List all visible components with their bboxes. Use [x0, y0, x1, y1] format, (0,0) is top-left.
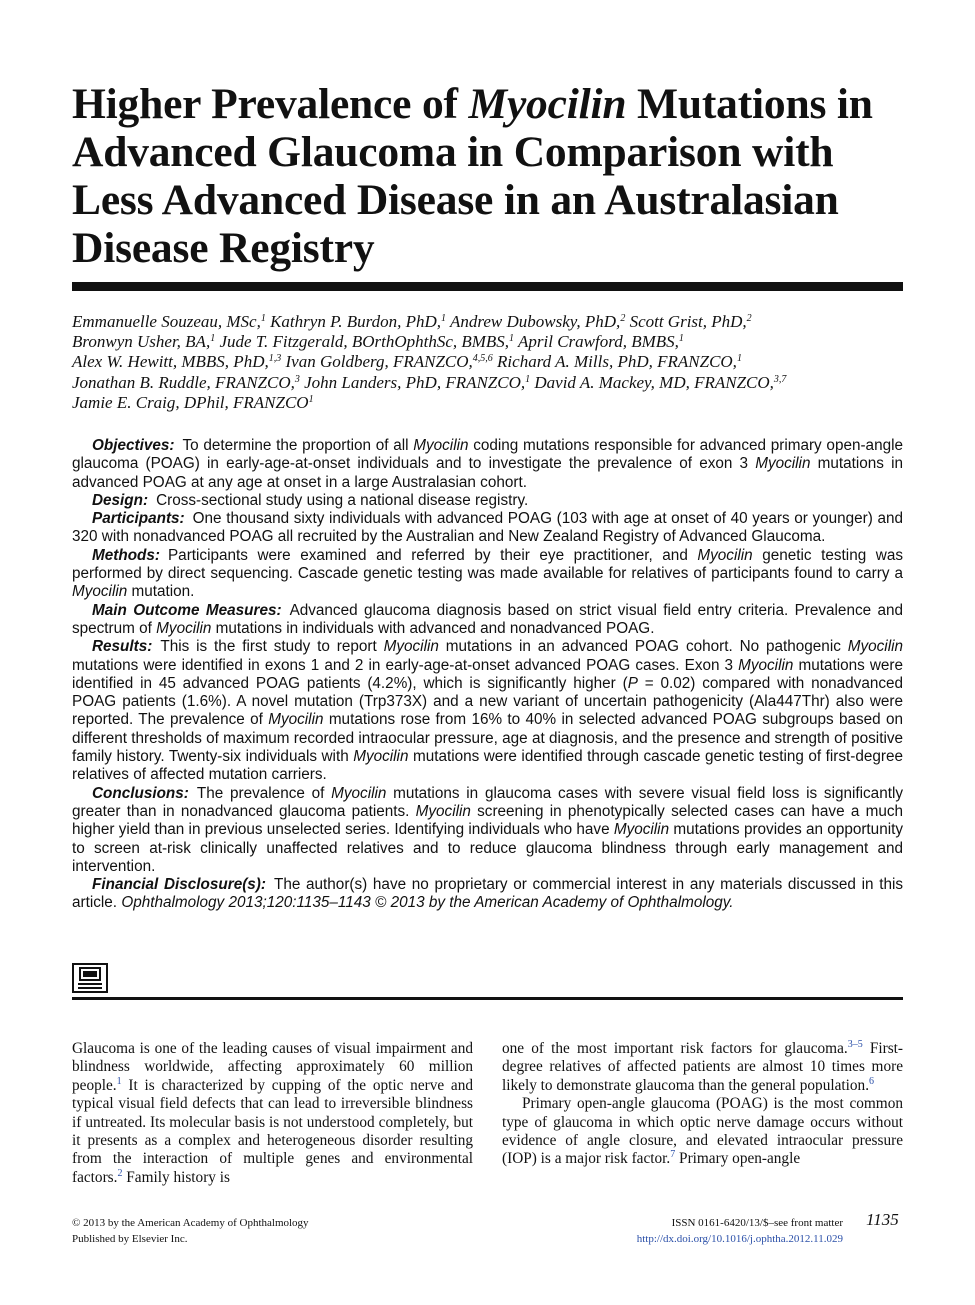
italic-text: Myocilin: [755, 455, 811, 473]
publisher-line: Published by Elsevier Inc.: [72, 1232, 188, 1245]
article-title: Higher Prevalence of Myocilin Mutations in Advanced Glaucoma in Comparison with Less Advanced Disease in an Australasian Disease Registry: [72, 80, 873, 272]
author-affiliation: 1: [678, 333, 684, 345]
author-name: Richard A. Mills, PhD, FRANZCO,$^1$: [497, 352, 742, 372]
author-name: Bronwyn Usher, BA,$^1$: [72, 332, 216, 352]
italic-text: Myocilin: [613, 821, 670, 839]
author-list: [72, 312, 903, 413]
italic-text: Myocilin: [415, 802, 471, 820]
abstract-methods: Methods: Participants were examined and referred by their eye practitioner, and Myocilin genetic testing was performed by direct sequencing. Cascade genetic testing was made available for relatives of participants found to carry a Myocilin mutation.: [72, 546, 903, 601]
abstract-rule: [72, 997, 903, 1000]
italic-text: Myocilin: [413, 437, 469, 454]
author-affiliation: 1: [308, 393, 314, 405]
italic-text: Myocilin: [156, 619, 212, 637]
author-affiliation: 1,3: [268, 353, 282, 365]
author-affiliation: 1: [441, 313, 447, 324]
author-name: Alex W. Hewitt, MBBS, PhD,$^{1,3}$: [72, 352, 282, 372]
author-name: Jude T. Fitzgerald, BOrthOphthSc, BMBS,$^1$: [219, 332, 515, 352]
italic-text: Myocilin: [697, 546, 753, 564]
italic-text: Myocilin: [383, 638, 439, 656]
citation-ref[interactable]: 7: [670, 1149, 676, 1161]
author-affiliation: 1: [260, 313, 266, 324]
doi-link[interactable]: http://dx.doi.org/10.1016/j.ophtha.2012.11.029: [636, 1232, 843, 1245]
citation-ref[interactable]: 3–5: [847, 1039, 863, 1050]
author-name: Kathryn P. Burdon, PhD,$^1$: [270, 312, 447, 331]
abstract-participants: Participants: One thousand sixty individuals with advanced POAG (103 with age at onset of 40 years or younger) and 320 with nonadvanced POAG all recruited by the Australian and New Zealand Registry of Advanced Glaucoma.: [72, 510, 903, 546]
author-name: Scott Grist, PhD,$^2$: [629, 312, 752, 331]
author-affiliation: 3: [294, 373, 300, 385]
author-name: April Crawford, BMBS,$^1$: [518, 332, 684, 352]
abstract-conclusions: Conclusions: The prevalence of Myocilin mutations in glaucoma cases with severe visual field loss is significantly greater than in nonadvanced glaucoma patients. Myocilin screening in phenotypically selected cases can have a much higher yield than in previous unselected series. Identifying individuals who have Myocilin mutations provides an opportunity to screen at-risk clinically unaffected relatives and to reduce glaucoma blindness through early management and intervention.: [72, 784, 903, 875]
intro-paragraph-1: Glaucoma is one of the leading causes of visual impairment and blindness worldwide, affecting approximately 60 million people.$^1$ It is characterized by cupping of the optic nerve and typical visual field defects that can lead to irreversible blindness if untreated. Its molecular basis is not understood completely, but it presents as a complex and heterogeneous disorder resulting from the interaction of multiple genes and environmental factors.$^2$ Family history is: [72, 1040, 473, 1186]
author-affiliation: 4,5,6: [472, 353, 493, 365]
citation-ref[interactable]: 1: [116, 1075, 122, 1087]
footer-left: [72, 1216, 309, 1247]
italic-text: Myocilin: [847, 638, 903, 656]
footer-right: [637, 1216, 843, 1247]
italic-text: Myocilin: [353, 748, 409, 766]
author-name: Jamie E. Craig, DPhil, FRANZCO$^1$: [72, 392, 314, 412]
copyright-line: © 2013 by the American Academy of Ophthalmology: [72, 1217, 309, 1229]
author-name: Jonathan B. Ruddle, FRANZCO,$^3$: [72, 372, 300, 392]
author-affiliation: 1: [525, 373, 531, 385]
intro-paragraph-2: Primary open-angle glaucoma (POAG) is the most common type of glaucoma in which optic nerve damage occurs without evidence of angle closure, and elevated intraocular pressure (IOP) is a major risk factor.$^7$ Primary open-angle: [502, 1095, 903, 1168]
italic-text: Myocilin: [268, 711, 324, 729]
author-affiliation: 1: [736, 353, 742, 365]
author-name: John Landers, PhD, FRANZCO,$^1$: [304, 372, 531, 392]
author-affiliation: 3,7: [773, 373, 787, 385]
author-name: Emmanuelle Souzeau, MSc,$^1$: [72, 312, 266, 331]
body-column-right: [502, 1040, 903, 1169]
abstract-objectives: Objectives: To determine the proportion of all Myocilin coding mutations responsible for advanced primary open-angle glaucoma (POAG) in early-age-at-onset individuals and to investigate the prevalence of exon 3 Myocilin mutations in advanced POAG at any age at onset in a large Australasian cohort.: [72, 437, 903, 491]
abstract-design: Design: Cross-sectional study using a national disease registry.: [92, 491, 529, 509]
author-affiliation: 1: [210, 333, 216, 345]
intro-paragraph-1-continued: one of the most important risk factors for glaucoma.$^{3-5}$ First-degree relatives of affected patients are almost 10 times more likely to demonstrate glaucoma than the general population.$^6$: [502, 1039, 903, 1094]
author-name: Andrew Dubowsky, PhD,$^2$: [450, 312, 626, 331]
italic-text: Ophthalmology 2013;120:1135–1143 © 2013 by the American Academy of Ophthalmology.: [121, 894, 734, 912]
issn-line: ISSN 0161-6420/13/$–see front matter: [671, 1217, 843, 1229]
citation-ref[interactable]: 6: [869, 1075, 875, 1087]
italic-text: P: [627, 674, 638, 692]
author-name: Ivan Goldberg, FRANZCO,$^{4,5,6}$: [285, 352, 493, 372]
computer-icon[interactable]: [72, 963, 108, 993]
italic-text: Myocilin: [331, 784, 387, 802]
italic-text: Myocilin: [72, 583, 128, 601]
abstract-outcome-measures: Main Outcome Measures: Advanced glaucoma diagnosis based on strict visual field entry criteria. Prevalence and spectrum of Myocilin mutations in individuals with advanced and nonadvanced POAG.: [72, 601, 904, 637]
italic-text: Myocilin: [738, 656, 794, 674]
abstract-financial-disclosure: Financial Disclosure(s): The author(s) have no proprietary or commercial interest in any materials discussed in this article. Ophthalmology 2013;120:1135–1143 © 2013 by the American Academy of Ophthalmology.: [72, 876, 904, 912]
abstract-results: Results: This is the first study to report Myocilin mutations in an advanced POAG cohort. No pathogenic Myocilin mutations were identified in exons 1 and 2 in early-age-at-onset advanced POAG cases. Exon 3 Myocilin mutations were identified in 45 advanced POAG patients (4.2%), which is significantly higher (P = 0.02) compared with nonadvanced POAG patients (1.6%). A novel mutation (Trp373X) and a new variant of uncertain pathogenicity (Ala447Thr) also were reported. The prevalence of Myocilin mutations rose from 16% to 40% in selected advanced POAG subgroups based on different thresholds of maximum recorded intraocular pressure, age at diagnosis, and the presence and strength of positive family history. Twenty-six individuals with Myocilin mutations were identified through cascade genetic testing of first-degree relatives of affected mutation carriers.: [72, 638, 904, 784]
abstract: [72, 437, 903, 913]
author-affiliation: 2: [620, 313, 626, 324]
citation-ref[interactable]: 2: [117, 1167, 123, 1179]
page-number: 1135: [866, 1210, 899, 1229]
author-affiliation: 2: [746, 313, 752, 324]
body-column-left: [72, 1040, 473, 1187]
author-name: David A. Mackey, MD, FRANZCO,$^{3,7}$: [534, 372, 787, 392]
author-affiliation: 1: [509, 333, 515, 345]
title-rule: [72, 282, 903, 291]
